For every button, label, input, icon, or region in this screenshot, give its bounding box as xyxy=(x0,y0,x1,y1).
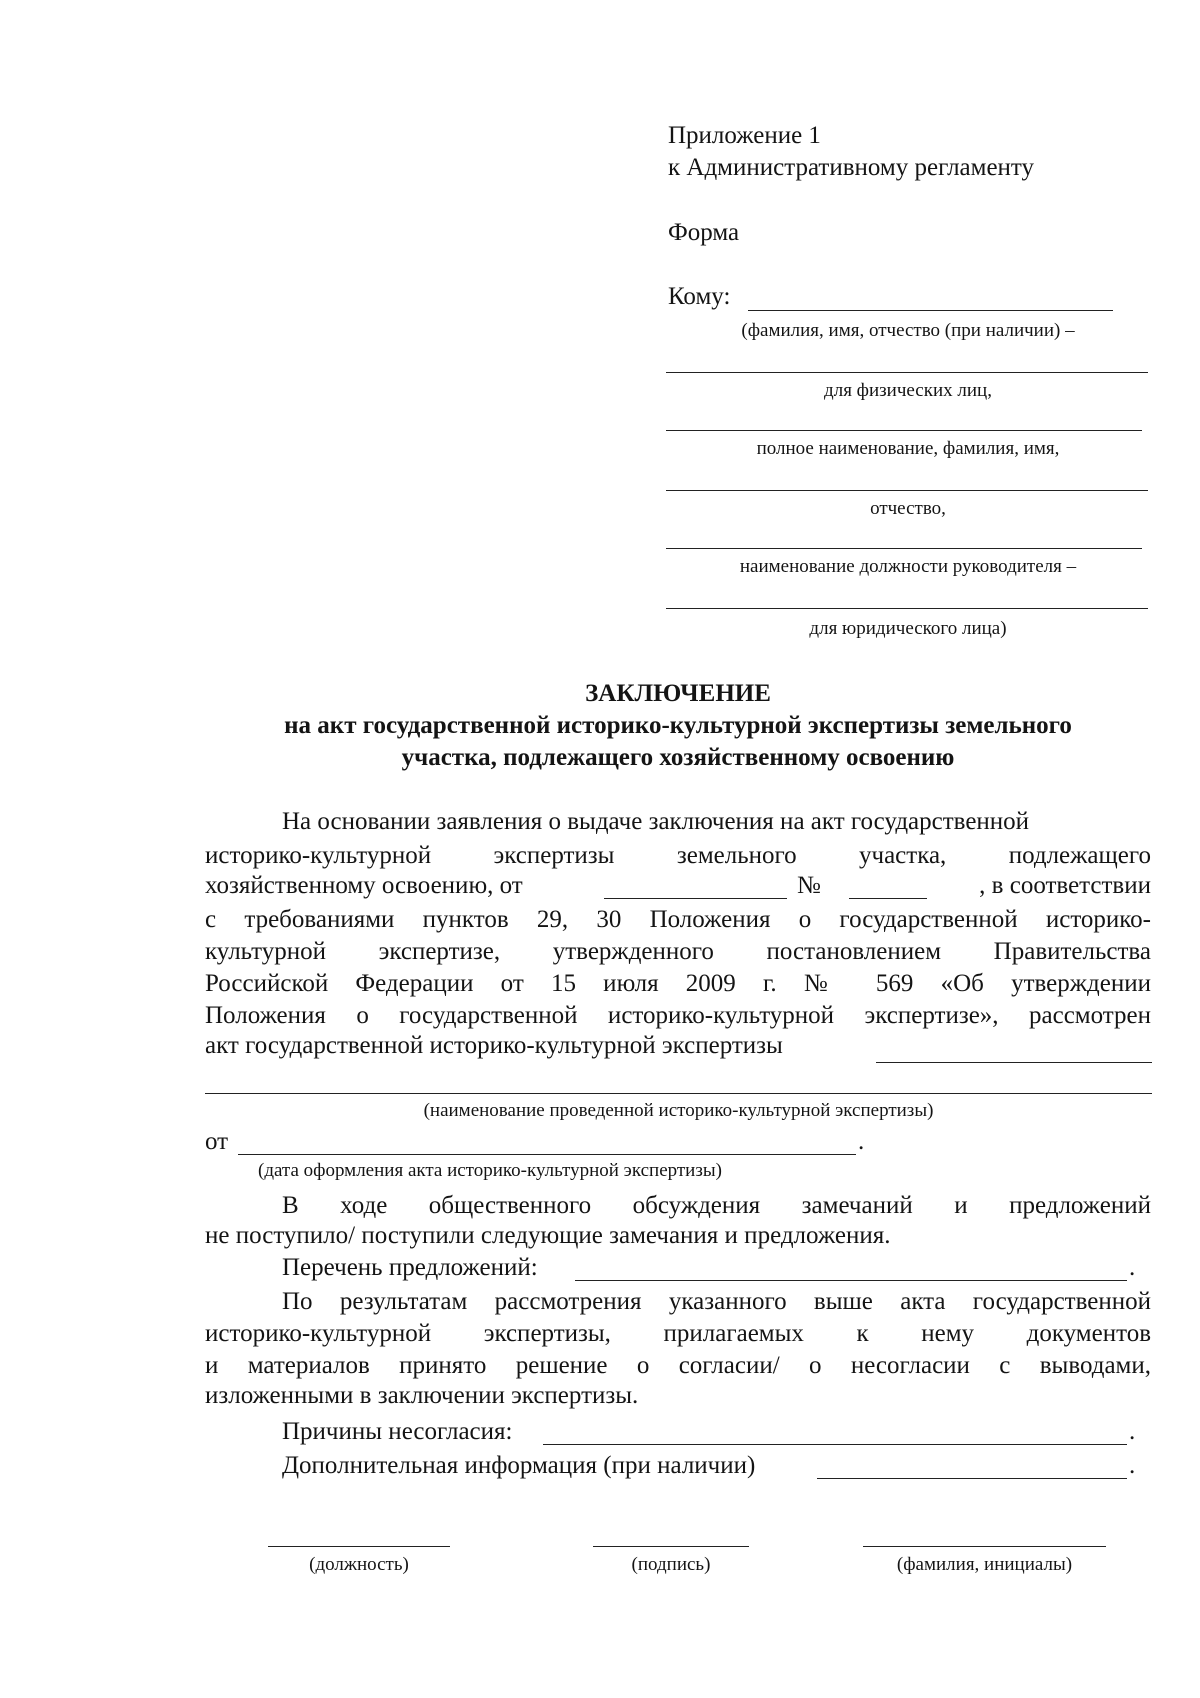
recipient-hint-5: наименование должности руководителя – xyxy=(739,556,1077,577)
recipient-hint-4: отчество, xyxy=(870,498,946,519)
reasons-label: Причины несогласия: xyxy=(282,1418,513,1445)
recipient-hint-2: для физических лиц, xyxy=(824,380,992,401)
recipient-hint-1: (фамилия, имя, отчество (при наличии) – xyxy=(741,320,1075,341)
document-title: ЗАКЛЮЧЕНИЕ xyxy=(585,680,771,707)
reasons-period: . xyxy=(1129,1418,1136,1445)
p1-line-7: Положения о государственной историко-культурной экспертизе», рассмотрен xyxy=(205,1002,1151,1029)
p3-line-4: изложенными в заключении экспертизы. xyxy=(205,1382,639,1409)
name-initials-hint: (фамилия, инициалы) xyxy=(896,1554,1073,1575)
recipient-field-line-2[interactable] xyxy=(666,430,1142,431)
document-subtitle-2: участка, подлежащего хозяйственному освоению xyxy=(401,744,955,771)
p3-line-1: По результатам рассмотрения указанного выше акта государственной xyxy=(282,1288,1151,1315)
p1-line-2: историко-культурной экспертизы земельного участка, подлежащего xyxy=(205,842,1151,869)
proposals-label: Перечень предложений: xyxy=(282,1254,538,1281)
to-field-line[interactable] xyxy=(748,310,1113,311)
p1-line-8: акт государственной историко-культурной экспертизы xyxy=(205,1032,783,1059)
application-number-field[interactable] xyxy=(849,898,927,899)
recipient-field-line-3[interactable] xyxy=(666,490,1148,491)
p1-line-4: с требованиями пунктов 29, 30 Положения о государственной историко- xyxy=(205,906,1151,933)
signature-hint: (подпись) xyxy=(631,1554,711,1575)
position-hint: (должность) xyxy=(309,1554,409,1575)
p1-line-3-end: , в соответствии xyxy=(979,872,1151,899)
recipient-hint-3: полное наименование, фамилия, имя, xyxy=(756,438,1060,459)
p2-line-1: В ходе общественного обсуждения замечаний и предложений xyxy=(282,1192,1151,1219)
regulation-label: к Административному регламенту xyxy=(668,154,1035,181)
name-initials-field[interactable] xyxy=(863,1546,1106,1547)
p3-line-2: историко-культурной экспертизы, прилагаемых к нему документов xyxy=(205,1320,1151,1347)
recipient-field-line-4[interactable] xyxy=(666,548,1142,549)
document-subtitle-1: на акт государственной историко-культурной экспертизы земельного xyxy=(284,712,1072,739)
recipient-field-line-5[interactable] xyxy=(666,608,1148,609)
expertise-name-hint: (наименование проведенной историко-культурной экспертизы) xyxy=(423,1100,934,1121)
p1-line-1: На основании заявления о выдаче заключения на акт государственной xyxy=(282,808,1030,835)
act-date-hint: (дата оформления акта историко-культурной экспертизы) xyxy=(258,1160,722,1181)
additional-info-label: Дополнительная информация (при наличии) xyxy=(282,1452,756,1479)
application-date-field[interactable] xyxy=(604,898,787,899)
proposals-period: . xyxy=(1129,1254,1136,1281)
recipient-hint-6: для юридического лица) xyxy=(809,618,1007,639)
recipient-field-line-1[interactable] xyxy=(666,372,1148,373)
p1-line-5: культурной экспертизе, утвержденного постановлением Правительства xyxy=(205,938,1151,965)
p1-line-3-start: хозяйственному освоению, от xyxy=(205,872,523,899)
form-label: Форма xyxy=(668,219,740,246)
from-label: от xyxy=(205,1128,229,1155)
additional-info-period: . xyxy=(1129,1452,1136,1479)
expertise-name-field-1[interactable] xyxy=(876,1062,1152,1063)
expertise-name-field-2[interactable] xyxy=(205,1093,1152,1094)
act-date-period: . xyxy=(858,1128,865,1155)
act-date-field[interactable] xyxy=(238,1154,856,1155)
proposals-field[interactable] xyxy=(575,1280,1127,1281)
to-label: Кому: xyxy=(668,283,731,310)
additional-info-field[interactable] xyxy=(817,1478,1127,1479)
p2-line-2: не поступило/ поступили следующие замечания и предложения. xyxy=(205,1222,891,1249)
signature-field[interactable] xyxy=(593,1546,749,1547)
position-field[interactable] xyxy=(268,1546,450,1547)
p1-line-6: Российской Федерации от 15 июля 2009 г. № 569 «Об утверждении xyxy=(205,970,1151,997)
p3-line-3: и материалов принято решение о согласии/ о несогласии с выводами, xyxy=(205,1352,1151,1379)
reasons-field[interactable] xyxy=(543,1444,1127,1445)
appendix-label: Приложение 1 xyxy=(668,122,821,149)
number-sign: № xyxy=(797,872,821,899)
